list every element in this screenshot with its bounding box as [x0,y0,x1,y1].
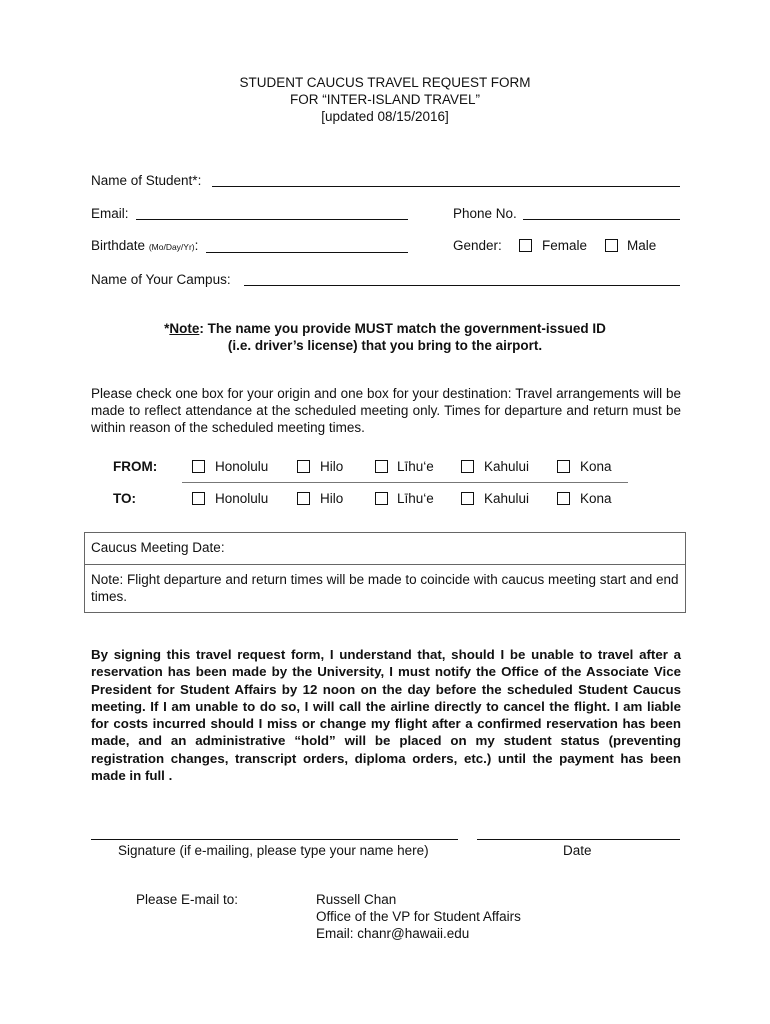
phone-label: Phone No. [453,206,517,221]
student-name-field[interactable] [212,186,680,187]
birthdate-colon: : [194,238,199,253]
note-line1-rest: : The name you provide MUST match the government-issued ID [199,321,606,336]
note-asterisk: * [164,321,170,336]
to-label: TO: [113,491,136,506]
contact-name: Russell Chan [316,892,397,907]
gender-label: Gender: [453,238,502,253]
to-kahului-checkbox[interactable] [461,492,474,505]
to-kona-label: Kona [580,491,612,506]
date-field[interactable] [477,839,680,840]
birthdate-label-text: Birthdate [91,238,146,253]
contact-email[interactable]: Email: chanr@hawaii.edu [316,926,470,941]
to-hilo-checkbox[interactable] [297,492,310,505]
travel-instructions: Please check one box for your origin and one box for your destination: Travel arrangements will be made to reflect attendance at the scheduled meeting only. Times for departure and return must be within reason of the scheduled meeting times. [91,386,681,435]
id-note-line2: (i.e. driver’s license) that you bring to the airport. [227,338,543,353]
gender-male-label: Male [627,238,657,253]
to-hilo-label: Hilo [320,491,344,506]
phone-field[interactable] [523,219,680,220]
gender-female-label: Female [542,238,588,253]
birthdate-hint: (Mo/Day/Yr) [148,242,195,252]
from-lihue-checkbox[interactable] [375,460,388,473]
from-honolulu-label: Honolulu [215,459,269,474]
student-name-label: Name of Student*: [91,173,202,188]
to-honolulu-checkbox[interactable] [192,492,205,505]
campus-field[interactable] [244,285,680,286]
campus-label: Name of Your Campus: [91,272,231,287]
caucus-note-text: Note: Flight departure and return times will be made to coincide with caucus meeting start and end times. [91,572,679,604]
from-honolulu-checkbox[interactable] [192,460,205,473]
email-field[interactable] [136,219,408,220]
email-to-label: Please E-mail to: [136,892,239,907]
gender-female-checkbox[interactable] [519,239,532,252]
to-kahului-label: Kahului [484,491,530,506]
form-subtitle: FOR “INTER-ISLAND TRAVEL” [289,92,481,107]
caucus-date-box[interactable] [84,532,686,565]
form-updated-date: [updated 08/15/2016] [321,109,449,124]
from-kahului-label: Kahului [484,459,530,474]
contact-office: Office of the VP for Student Affairs [316,909,521,924]
note-word: Note [169,321,200,336]
from-kona-checkbox[interactable] [557,460,570,473]
caucus-note-box [84,564,686,613]
caucus-date-label: Caucus Meeting Date: [91,540,225,555]
to-lihue-label: Līhu‘e [397,491,434,506]
agreement-text: By signing this travel request form, I understand that, should I be unable to travel after a reservation has been made by the University, I must notify the Office of the Associate Vice President for Student Affairs by 12 noon on the day before the scheduled Student Caucus meeting. If I am unable to do so, I will call the airline directly to cancel the flight. I am liable for costs incurred should I miss or change my flight after a confirmed reservation has been made, and an administrative “hold” will be placed on my student status (preventing registration changes, transcript orders, diploma orders, etc.) until the payment has been made in full . [91,647,681,784]
from-hilo-label: Hilo [320,459,344,474]
from-lihue-label: Līhu‘e [397,459,434,474]
from-kahului-checkbox[interactable] [461,460,474,473]
to-honolulu-label: Honolulu [215,491,269,506]
birthdate-field[interactable] [206,252,408,253]
form-title: STUDENT CAUCUS TRAVEL REQUEST FORM [239,75,531,90]
from-kona-label: Kona [580,459,612,474]
from-to-divider [182,482,628,483]
email-label: Email: [91,206,129,221]
signature-label: Signature (if e-mailing, please type your name here) [118,843,429,858]
signature-field[interactable] [91,839,458,840]
date-label: Date [563,843,592,858]
to-kona-checkbox[interactable] [557,492,570,505]
to-lihue-checkbox[interactable] [375,492,388,505]
from-hilo-checkbox[interactable] [297,460,310,473]
from-label: FROM: [113,459,158,474]
birthdate-label [91,238,198,253]
id-note-line1 [0,320,770,337]
gender-male-checkbox[interactable] [605,239,618,252]
